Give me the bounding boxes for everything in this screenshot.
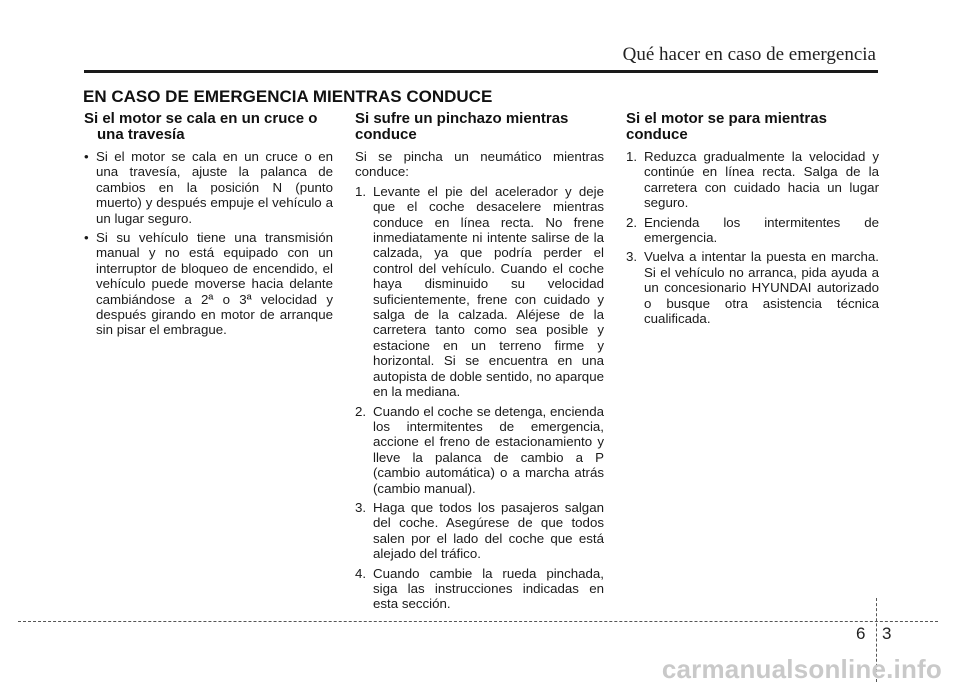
col2-intro: Si se pincha un neumático mientras conduce:	[355, 149, 604, 180]
col1-heading: Si el motor se cala en un cruce o una travesía	[84, 110, 318, 143]
bullet-marker: •	[84, 230, 89, 246]
col2-numbered-list	[355, 184, 604, 612]
footer-rule	[18, 621, 938, 622]
list-item: 3. Vuelva a intentar la puesta en marcha. Si el vehículo no arranca, pida ayuda a un concesionario HYUNDAI autorizado o busque otra asistencia técnica cualificada.	[626, 249, 879, 327]
list-item: 2. Encienda los intermitentes de emergencia.	[626, 214, 879, 246]
chapter-number: 6	[856, 624, 866, 643]
col3-numbered-list	[626, 149, 879, 326]
list-item: 4. Cuando cambie la rueda pinchada, siga las instrucciones indicadas en esta sección.	[355, 565, 604, 612]
list-item: 1. Reduzca gradualmente la velocidad y continúe en línea recta. Salga de la carretera con cuidado hacia un lugar seguro.	[626, 149, 879, 211]
list-item: 2. Cuando el coche se detenga, encienda los intermitentes de emergencia, accione el freno de estacionamiento y lleve la palanca de cambio a P (cambio automática) o a marcha atrás (cambio manual).	[355, 403, 604, 496]
header-rule	[84, 70, 878, 73]
page-number: 3	[882, 624, 892, 643]
list-item: • Si el motor se cala en un cruce o en una travesía, ajuste la palanca de cambios en la posición N (punto muerto) y después empuje el vehículo a un lugar seguro.	[84, 149, 333, 226]
section-title: EN CASO DE EMERGENCIA MIENTRAS CONDUCE	[83, 87, 493, 106]
column-engine-stall-crossing	[84, 111, 333, 342]
watermark: carmanualsonline.info	[661, 654, 942, 684]
list-item: 3. Haga que todos los pasajeros salgan del coche. Asegúrese de que todos salen por el lado del coche que está alejado del tráfico.	[355, 499, 604, 562]
col3-heading: Si el motor se para mientras conduce	[626, 110, 827, 143]
list-item: • Si su vehículo tiene una transmisión manual y no está equipado con un interruptor de bloqueo de encendido, el vehículo puede moverse hacia delante cambiándose a 2ª o 3ª velocidad y después girando en motor de arranque sin pisar el embrague.	[84, 230, 333, 338]
header-title: Qué hacer en caso de emergencia	[622, 44, 876, 65]
col2-heading: Si sufre un pinchazo mientras conduce	[355, 110, 569, 143]
column-engine-stops	[626, 111, 879, 330]
column-flat-tire	[355, 111, 604, 616]
col1-bullet-list	[84, 149, 333, 338]
list-item: 1. Levante el pie del acelerador y deje que el coche desacelere mientras conduce en línea recta. No frene inmediatamente ni intente salirse de la calzada, ya que podría perder el control del vehículo. Cuando el coche haya disminuido su velocidad suficientemente, frene con cuidado y salga de la calzada. Aléjese de la carretera tanto como sea posible y estacione en un terreno firme y horizontal. Si se encuentra en una autopista de doble sentido, no aparque en la mediana.	[355, 183, 604, 400]
bullet-marker: •	[84, 149, 89, 164]
